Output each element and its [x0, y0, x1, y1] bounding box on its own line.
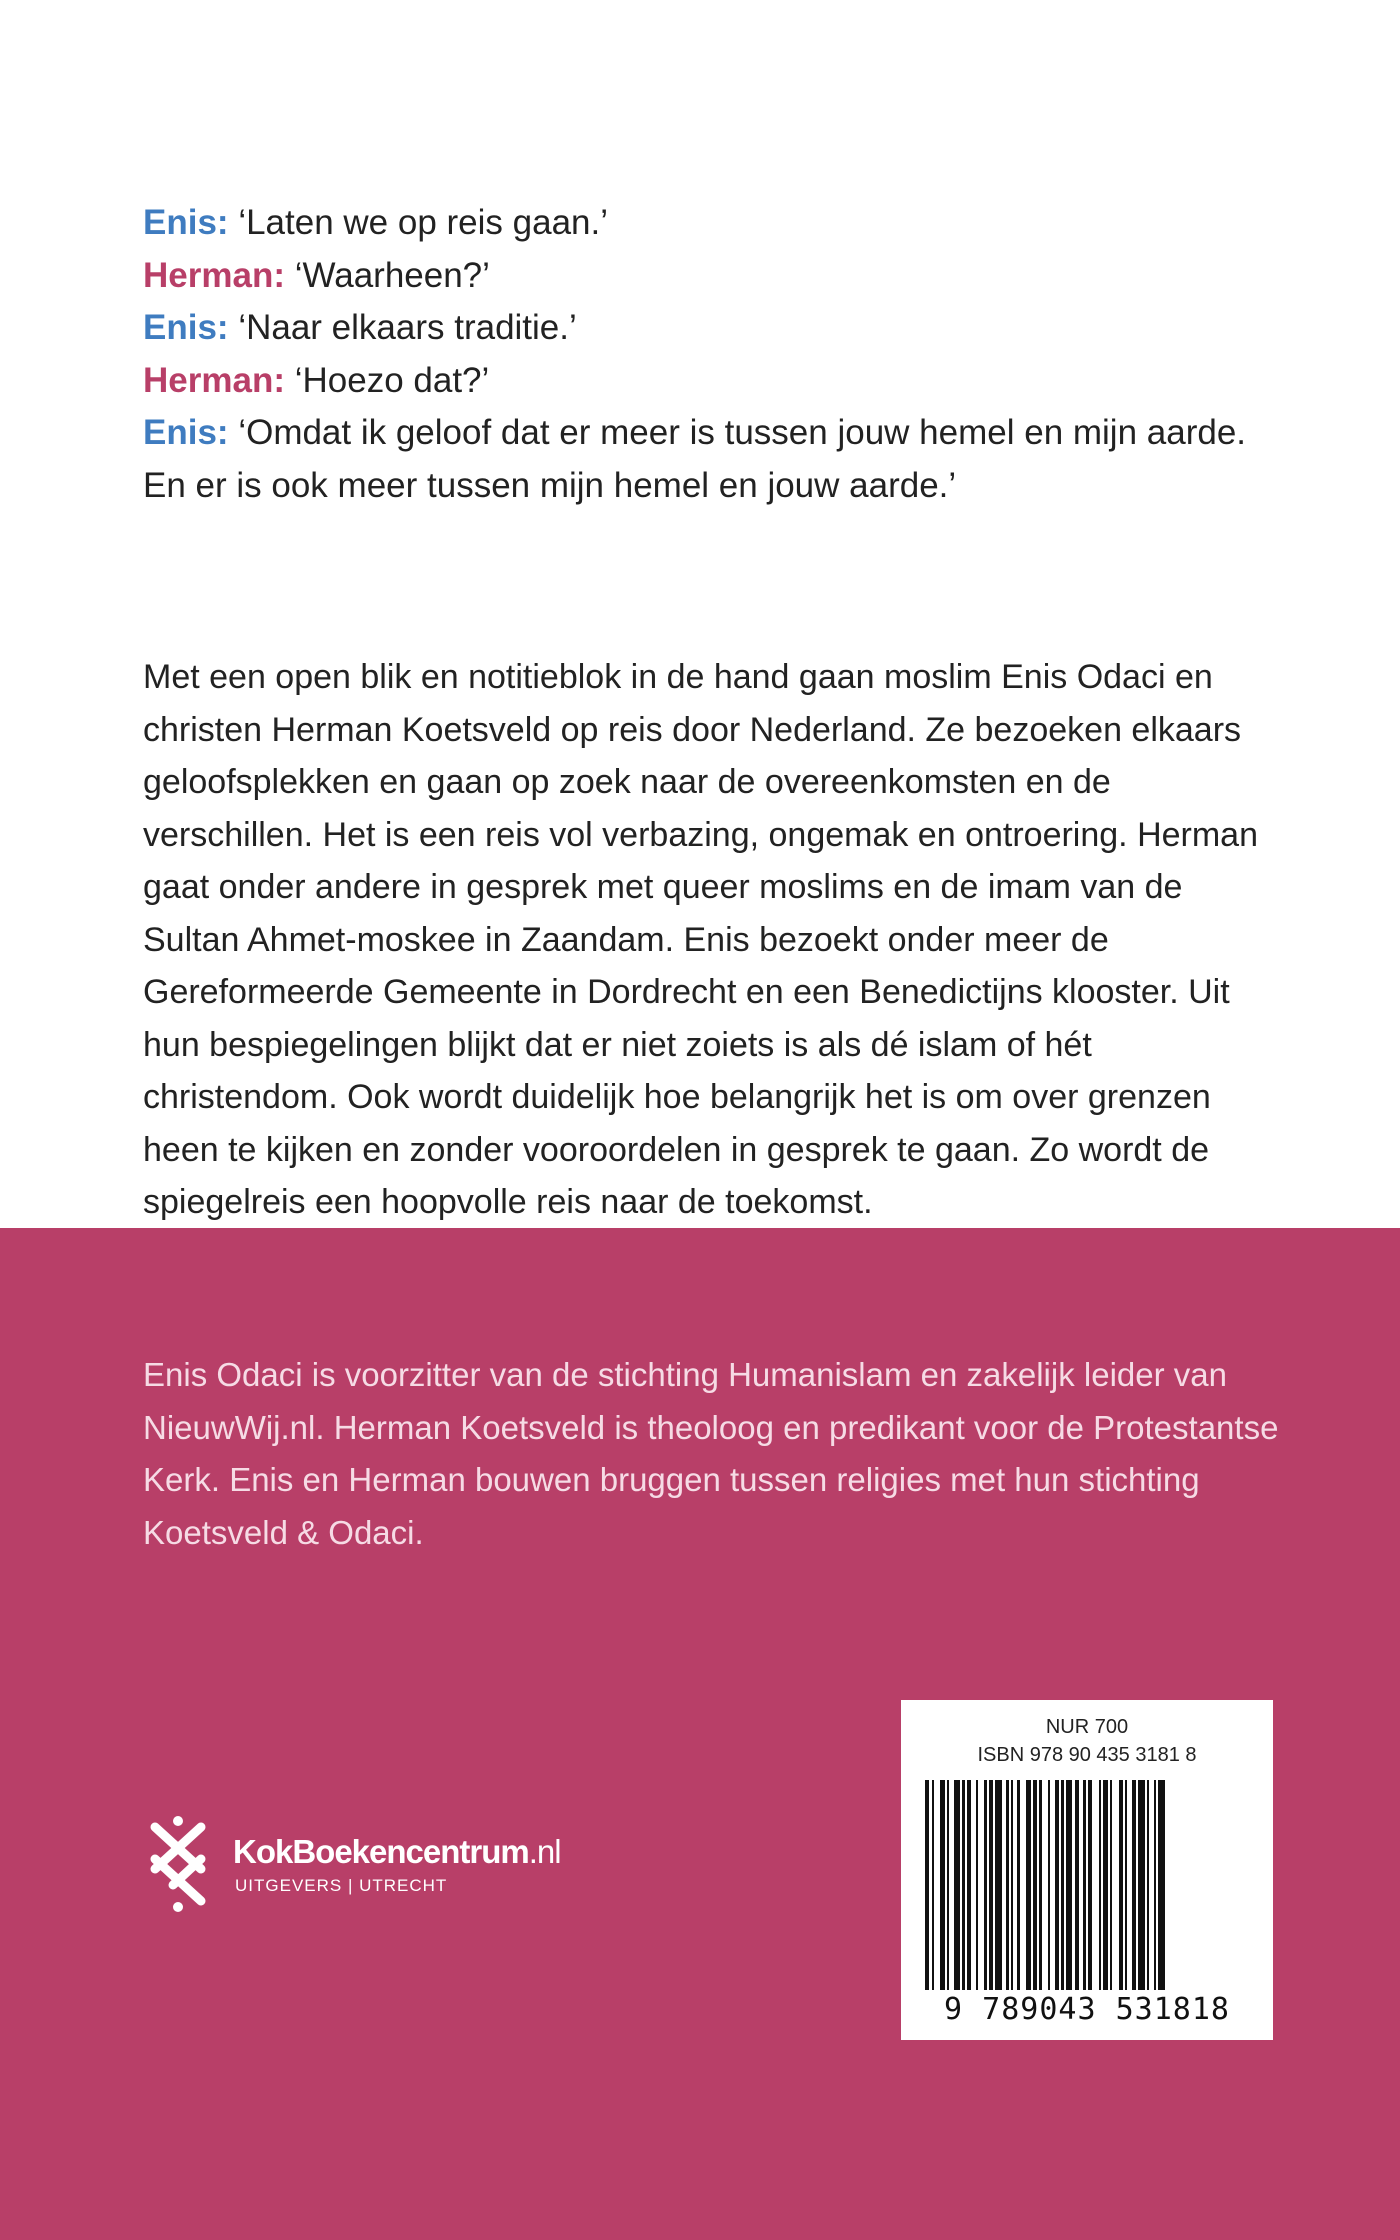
- blurb-paragraph: Met een open blik en notitieblok in de hand gaan moslim Enis Odaci en christen Herman Koetsveld op reis door Nederland. Ze bezoeken elkaars geloofsplekken en gaan op zoek naar de overeenkomsten en de verschillen. Het is een reis vol verbazing, ongemak en ontroering. Herman gaat onder andere in gesprek met queer moslims en de imam van de Sultan Ahmet-moskee in Zaandam. Enis bezoekt onder meer de Gereformeerde Gemeente in Dordrecht en een Benedictijns klooster. Uit hun bespiegelingen blijkt dat er niet zoiets is als dé islam of hét christendom. Ook wordt duidelijk hoe belangrijk het is om over grenzen heen te kijken en zonder vooroordelen in gesprek te gaan. Zo wordt de spiegelreis een hoopvolle reis naar de toekomst.: [143, 658, 1258, 1221]
- barcode-bar: [984, 1780, 986, 1990]
- dialogue-line: [143, 407, 1283, 512]
- barcode-bar: [1138, 1780, 1145, 1990]
- publisher-name-tld: .nl: [528, 1833, 561, 1870]
- isbn-number: ISBN 978 90 435 3181 8: [977, 1744, 1197, 1766]
- barcode-bars: [925, 1780, 1255, 1990]
- barcode-bar: [989, 1780, 993, 1990]
- barcode-bar: [1055, 1780, 1059, 1990]
- barcode-label: [901, 1700, 1273, 2040]
- barcode-bar: [932, 1780, 934, 1990]
- barcode-bar: [1066, 1780, 1073, 1990]
- barcode-bar: [1147, 1780, 1149, 1990]
- barcode-bar: [995, 1780, 1002, 1990]
- dialogue-line: [143, 355, 1283, 408]
- dialogue-line: [143, 197, 1283, 250]
- dialogue-text: ‘Hoezo dat?’: [294, 360, 490, 400]
- barcode-bar: [1083, 1780, 1085, 1990]
- barcode-bar: [1017, 1780, 1019, 1990]
- barcode-bar: [1061, 1780, 1063, 1990]
- barcode-bar: [1154, 1780, 1156, 1990]
- barcode-bar: [1039, 1780, 1041, 1990]
- barcode-bar: [947, 1780, 949, 1990]
- author-bio: Enis Odaci is voorzitter van de stichting Humanislam en zakelijk leider van NieuwWij.nl. Herman Koetsveld is theoloog en predikant voor de Protestantse Kerk. Enis en Herman bouwen bruggen tussen religies met hun stichting Koetsveld & Odaci.: [143, 1356, 1279, 1551]
- dialogue-text: ‘Naar elkaars traditie.’: [238, 308, 577, 347]
- dialogue-line: [143, 250, 1283, 303]
- barcode-bar: [1033, 1780, 1037, 1990]
- dialogue-line: [143, 302, 1283, 355]
- barcode-bar: [1119, 1780, 1123, 1990]
- barcode-bar: [1011, 1780, 1013, 1990]
- ean-digits: 9 789043 531818: [944, 1992, 1230, 2027]
- dialogue-speaker: Enis:: [143, 308, 229, 347]
- barcode-bar: [1125, 1780, 1127, 1990]
- barcode-bar: [1088, 1780, 1092, 1990]
- barcode-bar: [1132, 1780, 1136, 1990]
- dialogue-text: ‘Omdat ik geloof dat er meer is tussen jouw hemel en mijn aarde. En er is ook meer tussen mijn hemel en jouw aarde.’: [143, 413, 1247, 505]
- barcode-bar: [1099, 1780, 1101, 1990]
- barcode-bar: [962, 1780, 964, 1990]
- barcode-bar: [1158, 1780, 1165, 1990]
- dialogue-text: ‘Laten we op reis gaan.’: [238, 203, 608, 242]
- nur-code: NUR 700: [1045, 1716, 1129, 1738]
- dialogue-speaker: Herman:: [143, 360, 285, 400]
- barcode-bar: [1103, 1780, 1107, 1990]
- publisher-logo: [143, 1813, 603, 1913]
- dialogue-section: [143, 197, 1283, 512]
- barcode-bar: [1110, 1780, 1112, 1990]
- barcode-bar: [954, 1780, 961, 1990]
- publisher-name: [233, 1833, 561, 1871]
- barcode-bar: [1048, 1780, 1050, 1990]
- dialogue-speaker: Enis:: [143, 413, 229, 452]
- barcode-bar: [1026, 1780, 1030, 1990]
- publisher-subtitle: UITGEVERS | UTRECHT: [235, 1876, 448, 1895]
- dialogue-text: ‘Waarheen?’: [294, 255, 490, 295]
- barcode-bar: [1006, 1780, 1008, 1990]
- barcode-bar: [967, 1780, 971, 1990]
- kokboekencentrum-logo-icon: [143, 1813, 213, 1913]
- barcode-bar: [940, 1780, 944, 1990]
- barcode-bar: [925, 1780, 929, 1990]
- publisher-name-main: KokBoekencentrum: [233, 1833, 529, 1870]
- author-panel: [0, 1228, 1400, 2240]
- barcode-bar: [1075, 1780, 1079, 1990]
- dialogue-speaker: Enis:: [143, 203, 229, 242]
- barcode-bar: [976, 1780, 978, 1990]
- dialogue-speaker: Herman:: [143, 255, 285, 295]
